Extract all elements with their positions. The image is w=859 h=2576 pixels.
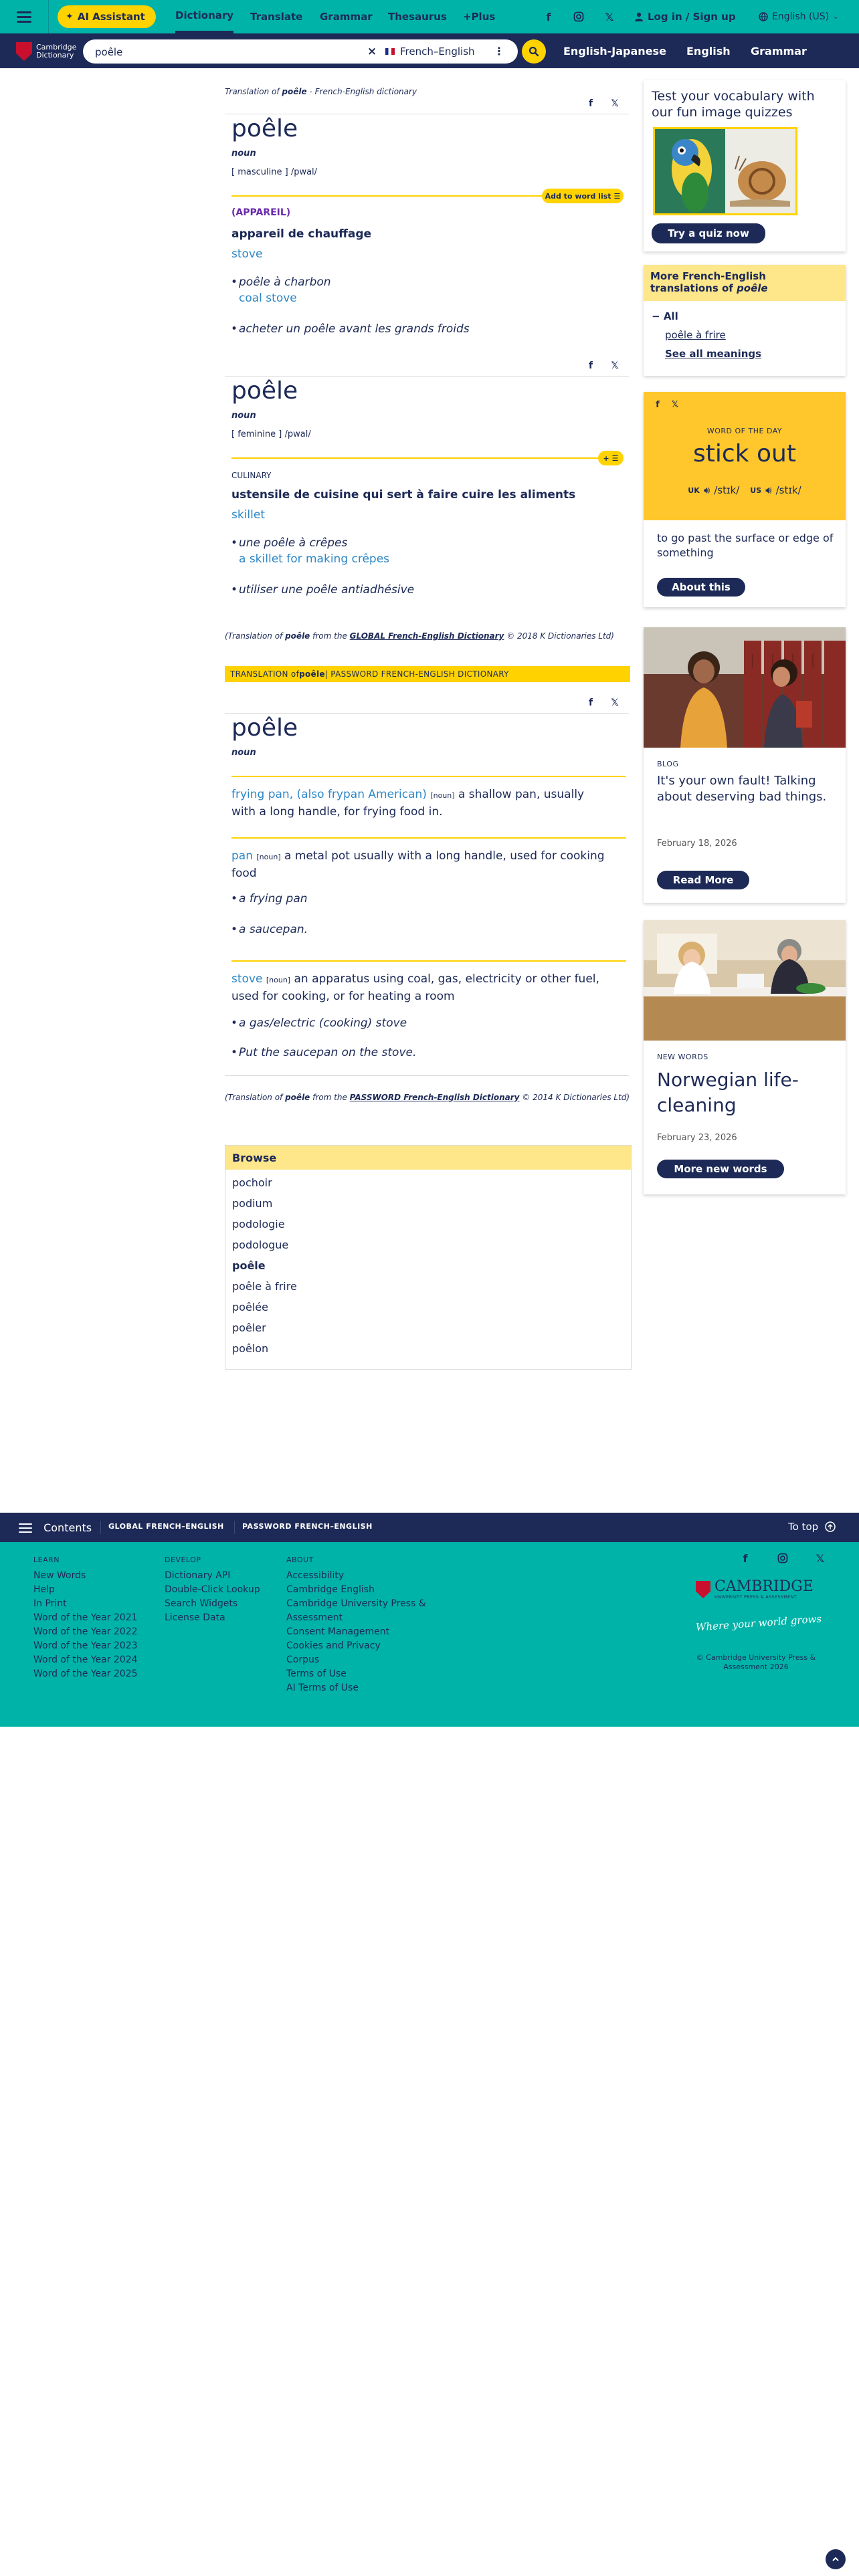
read-more-button[interactable]: Read More [657, 871, 749, 889]
footer-link[interactable]: Corpus [286, 1654, 320, 1665]
search-box [83, 39, 518, 64]
wotd-word[interactable]: stick out [693, 440, 796, 467]
headword: poêle [231, 377, 298, 405]
minus-icon: − [652, 310, 660, 322]
credit-dictionary-link[interactable]: GLOBAL French-English Dictionary [349, 631, 504, 641]
new-words-date: February 23, 2026 [657, 1133, 737, 1143]
footer-link[interactable]: Consent Management [286, 1626, 390, 1637]
credit-pre: (Translation of [225, 1093, 286, 1102]
sense-definition: a shallow pan, usually with a long handle, for frying food in. [231, 788, 585, 819]
instagram-icon[interactable] [571, 9, 587, 25]
footer-link[interactable]: In Print [33, 1598, 67, 1609]
x-icon[interactable]: 𝕏 [816, 1551, 825, 1565]
example: • Put the saucepan on the stove. [239, 1046, 416, 1059]
language-selector[interactable] [759, 0, 838, 33]
list-icon: ☰ [611, 453, 619, 463]
grammar-info [231, 429, 311, 439]
banner-pre: TRANSLATION of [230, 669, 300, 679]
new-words-title[interactable]: Norwegian life-cleaning [657, 1069, 799, 1116]
browse-item[interactable]: poêlon [232, 1342, 269, 1355]
shield-icon [16, 42, 32, 61]
credit-word: poêle [285, 1093, 310, 1102]
more-title-line2: translations of [650, 282, 737, 294]
french-flag-icon [385, 48, 395, 55]
example-translation: coal stove [239, 292, 297, 305]
nav-grammar[interactable]: Grammar [320, 11, 373, 23]
chevron-down-icon: ⌄ [833, 13, 839, 21]
link-english[interactable]: English [686, 44, 731, 58]
footer-tab-password[interactable]: PASSWORD FRENCH–ENGLISH [242, 1522, 373, 1531]
part-of-speech: noun [231, 148, 256, 158]
login-button[interactable] [634, 0, 736, 33]
footer-about-heading: ABOUT [286, 1555, 314, 1564]
logo-line1: Cambridge [36, 43, 77, 51]
pronunciation: /pwal/ [290, 167, 318, 177]
blog-date: February 18, 2026 [657, 839, 737, 849]
browse-item[interactable]: podium [232, 1197, 273, 1210]
gender-label: [ masculine ] [231, 167, 288, 177]
footer-link[interactable]: Help [33, 1584, 55, 1595]
source-line [225, 87, 417, 96]
quiz-card [644, 80, 846, 251]
footer-link[interactable]: AI Terms of Use [286, 1683, 359, 1693]
credit-mid: from the [310, 1093, 350, 1102]
example: • a saucepan. [239, 923, 308, 936]
grammar-info [231, 167, 317, 177]
credit-dictionary-link[interactable]: PASSWORD French-English Dictionary [349, 1093, 520, 1102]
all-toggle[interactable] [652, 310, 678, 322]
to-top-link[interactable] [788, 1521, 836, 1533]
login-label: Log in / Sign up [648, 11, 736, 23]
menu-button[interactable] [9, 5, 39, 28]
banner-post: | PASSWORD FRENCH-ENGLISH DICTIONARY [324, 669, 509, 679]
sense-headword: stove [231, 972, 263, 986]
uk-label: UK [688, 486, 700, 495]
nav-thesaurus[interactable]: Thesaurus [388, 11, 447, 23]
new-words-card [644, 920, 846, 1194]
more-options-icon[interactable]: ⋮ [494, 45, 504, 58]
add-to-word-list-button[interactable] [598, 451, 624, 465]
wotd-pronunciations [644, 484, 846, 496]
share-facebook-icon[interactable]: f [588, 360, 593, 371]
example: • utiliser une poêle antiadhésive [239, 583, 414, 597]
footer-contents-bar [0, 1513, 859, 1542]
shield-icon [696, 1581, 710, 1598]
example: • poêle à charbon [239, 276, 331, 289]
facebook-icon[interactable]: f [546, 10, 551, 23]
browse-title: Browse [225, 1146, 631, 1170]
try-quiz-button[interactable]: Try a quiz now [652, 223, 765, 243]
dictionary-label: French–English [400, 45, 475, 58]
plus-icon: + [603, 453, 609, 463]
headword: poêle [231, 714, 298, 742]
footer-link[interactable]: Word of the Year 2025 [33, 1669, 138, 1679]
blog-tag: BLOG [657, 760, 679, 768]
hamburger-icon [19, 1523, 32, 1533]
credit-pre: (Translation of [225, 631, 286, 641]
contents-label: Contents [43, 1521, 92, 1534]
speaker-icon[interactable]: 🔊︎ [703, 484, 710, 496]
example: • a frying pan [239, 892, 308, 905]
sense-tag: [noun] [430, 791, 455, 800]
about-this-button[interactable]: About this [657, 578, 745, 597]
x-icon[interactable]: 𝕏 [605, 10, 614, 23]
speaker-icon[interactable]: 🔊︎ [765, 484, 772, 496]
footer-develop-list [165, 1569, 260, 1625]
sense-definition: an apparatus using coal, gas, electricity or other fuel, used for cooking, or for heating a room [231, 972, 599, 1003]
footer-link[interactable]: Word of the Year 2023 [33, 1640, 138, 1651]
us-label: US [750, 486, 762, 495]
back-to-top-button[interactable] [826, 2549, 846, 2569]
more-translations-card [644, 265, 846, 376]
sense-frying-pan [231, 786, 606, 820]
add-to-word-list-button[interactable] [542, 189, 624, 203]
browse-item[interactable]: pochoir [232, 1176, 272, 1189]
arrow-up-circle-icon [825, 1521, 836, 1532]
blog-title[interactable]: It's your own fault! Talking about deserving bad things. [657, 774, 827, 804]
sense-tag: [noun] [256, 853, 281, 861]
definition: ustensile de cuisine qui sert à faire cuire les aliments [231, 488, 576, 502]
footer-link[interactable]: Cookies and Privacy [286, 1640, 381, 1651]
ai-assistant-label: AI Assistant [77, 11, 145, 23]
share-x-icon[interactable]: 𝕏 [611, 697, 619, 708]
cambridge-brand[interactable] [696, 1580, 830, 1600]
pronunciation: /pwal/ [284, 429, 311, 439]
share-facebook-icon[interactable]: f [588, 98, 593, 109]
tagline: Where your world grows [695, 1612, 822, 1634]
brand-sub: UNIVERSITY PRESS & ASSESSMENT [714, 1594, 797, 1600]
us-pron: /stɪk/ [775, 484, 801, 496]
uk-pron: /stɪk/ [714, 484, 740, 496]
quiz-image[interactable] [653, 127, 797, 215]
browse-item[interactable]: podologue [232, 1239, 289, 1251]
all-label: All [663, 310, 678, 322]
blog-card [644, 627, 846, 903]
quiz-title: Test your vocabulary with our fun image quizzes [652, 89, 815, 120]
hamburger-icon [17, 11, 31, 22]
instagram-icon[interactable] [775, 1550, 791, 1566]
more-new-words-button[interactable]: More new words [657, 1160, 784, 1178]
footer-link[interactable]: Cambridge University Press & Assessment [286, 1598, 426, 1623]
search-icon [529, 46, 539, 57]
source-word: poêle [282, 87, 307, 96]
share-x-icon[interactable]: 𝕏 [611, 98, 619, 109]
word-of-the-day-card [644, 392, 846, 607]
nav-translate[interactable]: Translate [250, 11, 303, 23]
example: • une poêle à crêpes [239, 536, 347, 550]
credit-mid: from the [310, 631, 350, 641]
password-credit [225, 1093, 630, 1102]
sense-label: (APPAREIL) [231, 207, 291, 218]
global-credit [225, 631, 614, 641]
sparkle-icon: ✦ [66, 11, 74, 22]
footer-link[interactable]: Word of the Year 2024 [33, 1654, 138, 1665]
wotd-label: WORD OF THE DAY [706, 427, 783, 435]
footer-tab-global[interactable]: GLOBAL FRENCH–ENGLISH [108, 1522, 224, 1531]
example-translation: a skillet for making crêpes [239, 552, 390, 566]
footer-link[interactable]: Double-Click Lookup [165, 1584, 260, 1595]
nav-plus[interactable]: +Plus [463, 11, 496, 23]
share-facebook-icon[interactable]: f [588, 697, 593, 708]
search-bar [0, 33, 859, 68]
footer-learn-list [33, 1569, 138, 1681]
new-words-tag: NEW WORDS [657, 1053, 708, 1061]
browse-item-current[interactable]: poêle [232, 1259, 266, 1272]
search-button[interactable] [522, 39, 546, 64]
see-all-meanings-link[interactable]: See all meanings [665, 348, 762, 360]
link-english-japanese[interactable]: English-Japanese [563, 44, 666, 58]
more-title-line1: More French-English [650, 270, 766, 282]
blog-image[interactable] [644, 627, 846, 748]
example: • acheter un poêle avant les grands froids [239, 322, 470, 336]
share-facebook-icon[interactable]: f [656, 399, 660, 410]
cambridge-logo[interactable] [16, 41, 76, 62]
share-x-icon[interactable]: 𝕏 [611, 360, 619, 371]
brand-name: CAMBRIDGE [714, 1578, 814, 1595]
to-top-label: To top [788, 1521, 819, 1533]
dictionary-selector[interactable] [385, 39, 475, 64]
source-prefix: Translation of [225, 87, 282, 96]
user-icon [634, 12, 644, 21]
footer-link[interactable]: License Data [165, 1612, 225, 1623]
share-x-icon[interactable]: 𝕏 [671, 399, 679, 410]
credit-post: © 2018 K Dictionaries Ltd) [504, 631, 614, 641]
language-label: English (US) [772, 11, 830, 22]
password-banner [225, 666, 630, 682]
wotd-definition: to go past the surface or edge of something [657, 532, 834, 559]
add-to-word-list-label: Add to word list [545, 191, 611, 201]
translation: skillet [231, 508, 265, 522]
more-translations-header [644, 265, 846, 301]
clear-icon[interactable]: × [367, 45, 377, 58]
chevron-up-icon [831, 2555, 840, 2564]
footer-develop-heading: DEVELOP [165, 1555, 201, 1564]
top-bar [0, 0, 859, 33]
browse-panel [225, 1145, 632, 1370]
headword: poêle [231, 115, 298, 142]
ai-assistant-button[interactable] [58, 5, 156, 28]
translation: stove [231, 247, 263, 261]
sense-stove [231, 971, 626, 1004]
browse-item[interactable]: poêlée [232, 1301, 268, 1313]
example: • a gas/electric (cooking) stove [239, 1016, 407, 1030]
link-grammar[interactable]: Grammar [751, 44, 807, 58]
more-title-word: poêle [737, 282, 768, 294]
footer [0, 1542, 859, 1727]
footer-link[interactable]: Word of the Year 2021 [33, 1612, 138, 1623]
copyright: © Cambridge University Press & Assessment 2026 [696, 1653, 816, 1671]
search-input[interactable] [94, 39, 364, 65]
footer-link[interactable]: Dictionary API [165, 1570, 231, 1581]
footer-link[interactable]: Word of the Year 2022 [33, 1626, 138, 1637]
facebook-icon[interactable]: f [743, 1551, 748, 1565]
part-of-speech: noun [231, 411, 256, 421]
part-of-speech: noun [231, 748, 256, 758]
new-words-image[interactable] [644, 920, 846, 1041]
list-icon: ☰ [613, 191, 621, 201]
browse-item[interactable]: poêler [232, 1321, 266, 1334]
browse-item[interactable]: podologie [232, 1218, 285, 1230]
footer-link[interactable]: Search Widgets [165, 1598, 238, 1609]
definition: appareil de chauffage [231, 227, 372, 241]
credit-post: © 2014 K Dictionaries Ltd) [519, 1093, 630, 1102]
footer-link[interactable]: Cambridge English [286, 1584, 375, 1595]
sense-pan [231, 848, 626, 881]
credit-word: poêle [285, 631, 310, 641]
footer-about-list [286, 1569, 440, 1695]
contents-toggle[interactable] [19, 1521, 92, 1534]
source-suffix: - French-English dictionary [306, 87, 417, 96]
footer-link[interactable]: Terms of Use [286, 1669, 347, 1679]
more-link[interactable]: poêle à frire [665, 329, 726, 341]
gender-label: [ feminine ] [231, 429, 282, 439]
sense-headword: frying pan, (also frypan American) [231, 788, 427, 801]
globe-icon [759, 12, 768, 21]
footer-link[interactable]: Accessibility [286, 1570, 345, 1581]
sense-tag: [noun] [266, 976, 291, 984]
sense-definition: a metal pot usually with a long handle, used for cooking food [231, 849, 605, 880]
logo-line2: Dictionary [36, 51, 74, 60]
browse-item[interactable]: poêle à frire [232, 1280, 297, 1293]
footer-learn-heading: LEARN [33, 1555, 60, 1564]
domain-label: CULINARY [231, 471, 272, 480]
sense-headword: pan [231, 849, 253, 863]
wotd-panel [644, 392, 846, 520]
footer-link[interactable]: New Words [33, 1570, 86, 1581]
banner-word: poêle [299, 669, 325, 679]
nav-dictionary[interactable]: Dictionary [175, 0, 233, 33]
